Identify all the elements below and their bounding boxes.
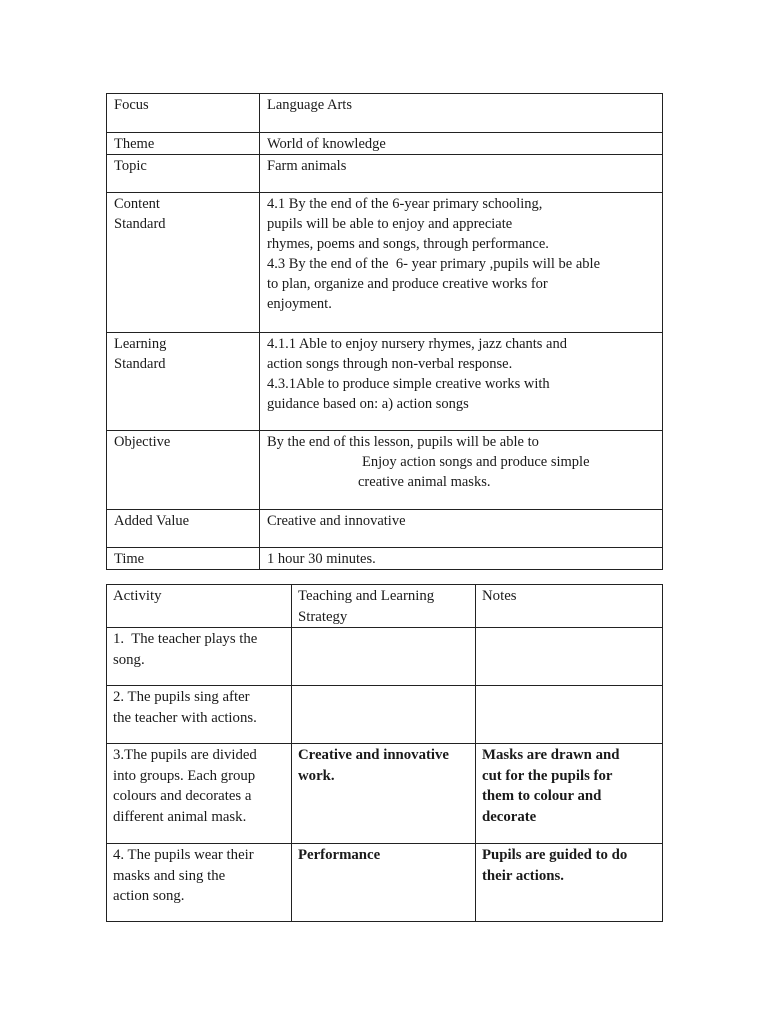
table-row [107,686,663,744]
activity-cell: 2. The pupils sing after the teacher with actions. [113,689,257,726]
strategy-cell [292,686,476,744]
time-value: 1 hour 30 minutes. [267,551,376,567]
added-value-label: Added Value [114,513,190,529]
focus-row [107,94,663,133]
strategy-cell: Creative and innovative work. [298,747,449,784]
activity-cell: 3.The pupils are divided into groups. Each group colours and decorates a different animal mask. [113,747,257,825]
objective-label: Objective [114,434,171,450]
focus-label: Focus [114,97,149,113]
objective-row [107,431,663,510]
strategy-cell: Performance [298,847,381,863]
theme-value: World of knowledge [267,136,386,152]
added-value-row [107,510,663,548]
content-standard-label: Content Standard [114,196,166,232]
activity-header-row [107,585,663,628]
activity-cell: 4. The pupils wear their masks and sing the action song. [113,847,254,904]
focus-value: Language Arts [267,97,352,113]
notes-cell: Masks are drawn and cut for the pupils for them to colour and decorate [482,747,620,825]
theme-row [107,133,663,155]
notes-cell: Pupils are guided to do their actions. [482,847,628,884]
activity-cell: 1. The teacher plays the song. [113,631,258,668]
learning-standard-text: 4.1.1 Able to enjoy nursery rhymes, jazz chants and action songs through non-verbal response. 4.3.1Able to produce simple creative works with guidance based on: a) action songs [267,336,567,412]
notes-cell [476,628,663,686]
content-standard-row [107,193,663,333]
activity-header: Activity [113,588,162,604]
activity-table [106,584,663,922]
topic-row [107,155,663,193]
strategy-cell [292,628,476,686]
lesson-info-table [106,93,663,570]
strategy-header: Teaching and Learning Strategy [298,588,435,625]
table-row [107,628,663,686]
notes-cell [476,686,663,744]
table-row [107,744,663,844]
objective-text: By the end of this lesson, pupils will be able to Enjoy action songs and produce simple creative animal masks. [267,434,590,490]
topic-value: Farm animals [267,158,347,174]
added-value-text: Creative and innovative [267,513,406,529]
learning-standard-row [107,333,663,431]
time-label: Time [114,551,145,567]
topic-label: Topic [114,158,147,174]
table-row [107,844,663,922]
time-row [107,548,663,570]
notes-header: Notes [482,588,517,604]
theme-label: Theme [114,136,155,152]
learning-standard-label: Learning Standard [114,336,167,372]
content-standard-text: 4.1 By the end of the 6-year primary schooling, pupils will be able to enjoy and appreciate rhymes, poems and songs, through performance. 4.3 By the end of the 6- year primary ,pupils will be able to plan, organize and produce creative works for enjoyment. [267,196,601,312]
